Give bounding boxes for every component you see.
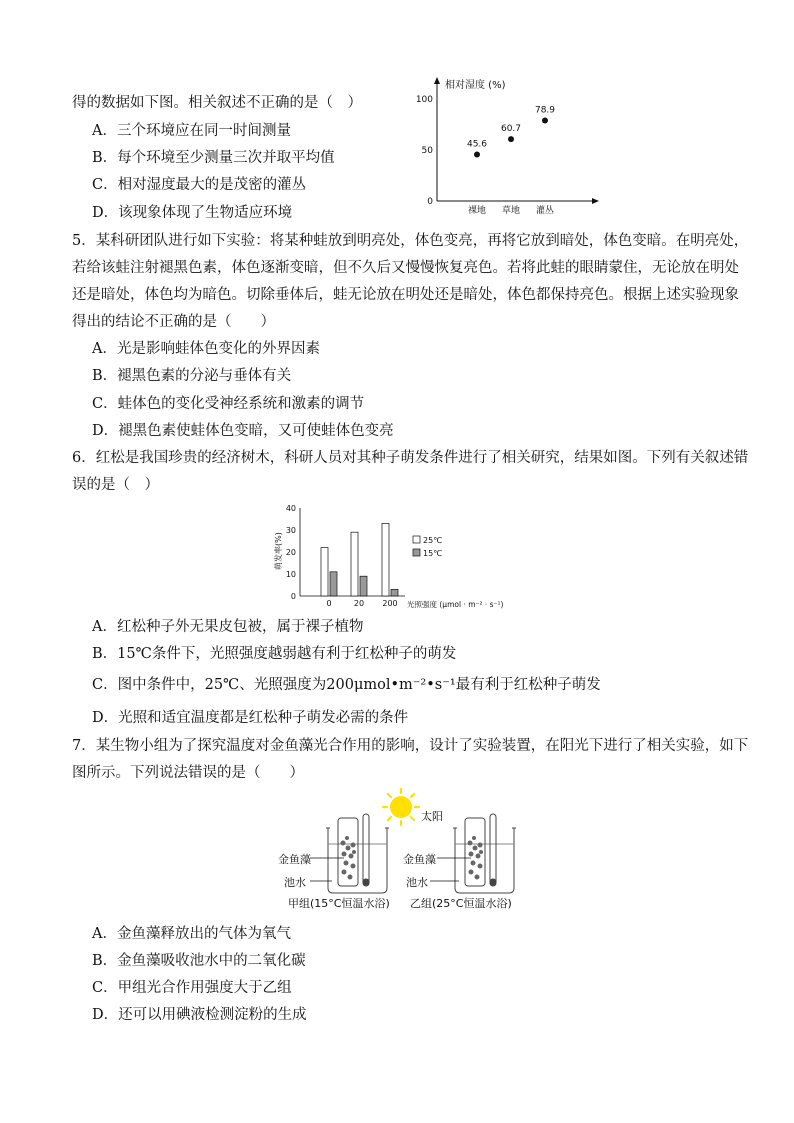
chart6-bar [321,548,328,596]
chart6-ytick-label: 0 [290,592,296,601]
chart4-ylabel: 相对湿度 (%) [445,80,506,91]
q6-stem-line-2: 误的是（ ） [72,477,159,493]
chart4-data-label: 45.6 [466,139,488,150]
legend-swatch-25c [413,536,420,543]
chart4-xtick-label: 草地 [501,206,521,216]
humidity-scatter-chart [415,72,615,220]
chart6-ytick-label: 30 [285,526,296,535]
apparatus-diagram [270,788,540,908]
q4-option-a: A．三个环境应在同一时间测量 [92,123,291,139]
chart6-xtick-label: 0 [326,599,332,608]
q5-option-b: B．褪黑色素的分泌与垂体有关 [92,368,292,384]
label-sun: 太阳 [421,810,443,823]
q5-stem-line-3: 还是暗处，体色均为暗色。切除垂体后，蛙无论放在明处还是暗处，体色都保持亮色。根据上述实验现象 [72,287,739,303]
label-group-b: 乙组(25°C恒温水浴) [410,897,512,910]
chart4-ytick-label: 50 [421,146,433,156]
sun-icon [383,789,419,825]
chart4-ytick-label: 0 [427,197,433,207]
q6-option-a: A．红松种子外无果皮包被，属于裸子植物 [92,619,364,635]
q6-option-b: B．15℃条件下，光照强度越弱越有利于红松种子的萌发 [92,646,457,662]
chart6-xtick-label: 200 [382,599,398,608]
q7-stem-line-1: 7．某生物小组为了探究温度对金鱼藻光合作用的影响，设计了实验装置，在阳光下进行了相关实验，如下 [72,738,749,754]
q5-stem-line-2: 若给该蛙注射褪黑色素，体色逐渐变暗，但不久后又慢慢恢复亮色。若将此蛙的眼睛蒙住，无论放在明处 [72,260,739,276]
chart6-ytick-label: 20 [285,548,296,557]
q6-stem-line-1: 6．红松是我国珍贵的经济树木，科研人员对其种子萌发条件进行了相关研究，结果如图。下列有关叙述错 [72,450,749,466]
q6-option-c: C．图中条件中，25℃、光照强度为200μmol•m⁻²•s⁻¹最有利于红松种子萌发 [92,677,601,693]
chart6-bar [391,589,398,596]
legend-swatch-15c [413,549,420,556]
q5-option-d: D．褪黑色素使蛙体色变暗，又可使蛙体色变亮 [92,423,394,439]
chart6-ytick-label: 10 [285,570,296,579]
chart4-xtick-label: 裸地 [467,206,487,216]
label-water-a: 池水 [284,876,306,889]
chart6-xlabel: 光照强度 (μmol · m⁻² · s⁻¹) [407,600,504,609]
chart4-y-arrow [434,77,440,84]
chart4-xtick-label: 灌丛 [535,206,555,216]
chart6-xtick-label: 20 [353,599,365,608]
chart6-bar [351,532,358,596]
germination-bar-chart [270,500,520,612]
q4-option-c: C．相对湿度最大的是茂密的灌丛 [92,177,307,193]
q4-option-b: B．每个环境至少测量三次并取平均值 [92,150,335,166]
legend-label-15c: 15℃ [423,549,443,558]
chart4-data-label: 78.9 [534,105,556,116]
chart4-point [474,151,480,157]
legend-label-25c: 25℃ [423,536,443,545]
chart6-bar [382,523,389,596]
chart6-ylabel: 萌发率(%) [274,532,283,570]
q5-option-c: C．蛙体色的变化受神经系统和激素的调节 [92,396,365,412]
chart6-bar [330,572,337,596]
label-group-a: 甲组(15°C恒温水浴) [288,897,390,910]
chart6-bar [360,576,367,596]
q7-option-d: D．还可以用碘液检测淀粉的生成 [92,1007,307,1023]
q7-option-c: C．甲组光合作用强度大于乙组 [92,980,292,996]
chart4-x-arrow [592,198,599,204]
q4-stem: 得的数据如下图。相关叙述不正确的是（ ） [72,95,362,111]
chart4-point [508,136,514,142]
chart4-point [542,118,548,124]
beaker-group-a [326,814,389,893]
label-water-b: 池水 [406,876,428,889]
q6-option-d: D．光照和适宜温度都是红松种子萌发必需的条件 [92,710,409,726]
q5-option-a: A．光是影响蛙体色变化的外界因素 [92,341,320,357]
chart4-data-label: 60.7 [500,124,522,135]
q5-stem-line-1: 5．某科研团队进行如下实验：将某种蛙放到明亮处，体色变亮，再将它放到暗处，体色变暗。在明亮处， [72,233,749,249]
q7-stem-line-2: 图所示。下列说法错误的是（ ） [72,765,304,781]
beaker-group-b [453,814,516,893]
q4-option-d: D．该现象体现了生物适应环境 [92,205,293,221]
chart6-ytick-label: 40 [285,504,296,513]
q7-option-a: A．金鱼藻释放出的气体为氧气 [92,926,291,942]
chart4-ytick-label: 100 [415,95,433,105]
q5-stem-line-4: 得出的结论不正确的是（ ） [72,314,275,330]
q7-option-b: B．金鱼藻吸收池水中的二氧化碳 [92,953,306,969]
label-plant-b: 金鱼藻 [403,853,436,866]
label-plant-a: 金鱼藻 [278,853,311,866]
